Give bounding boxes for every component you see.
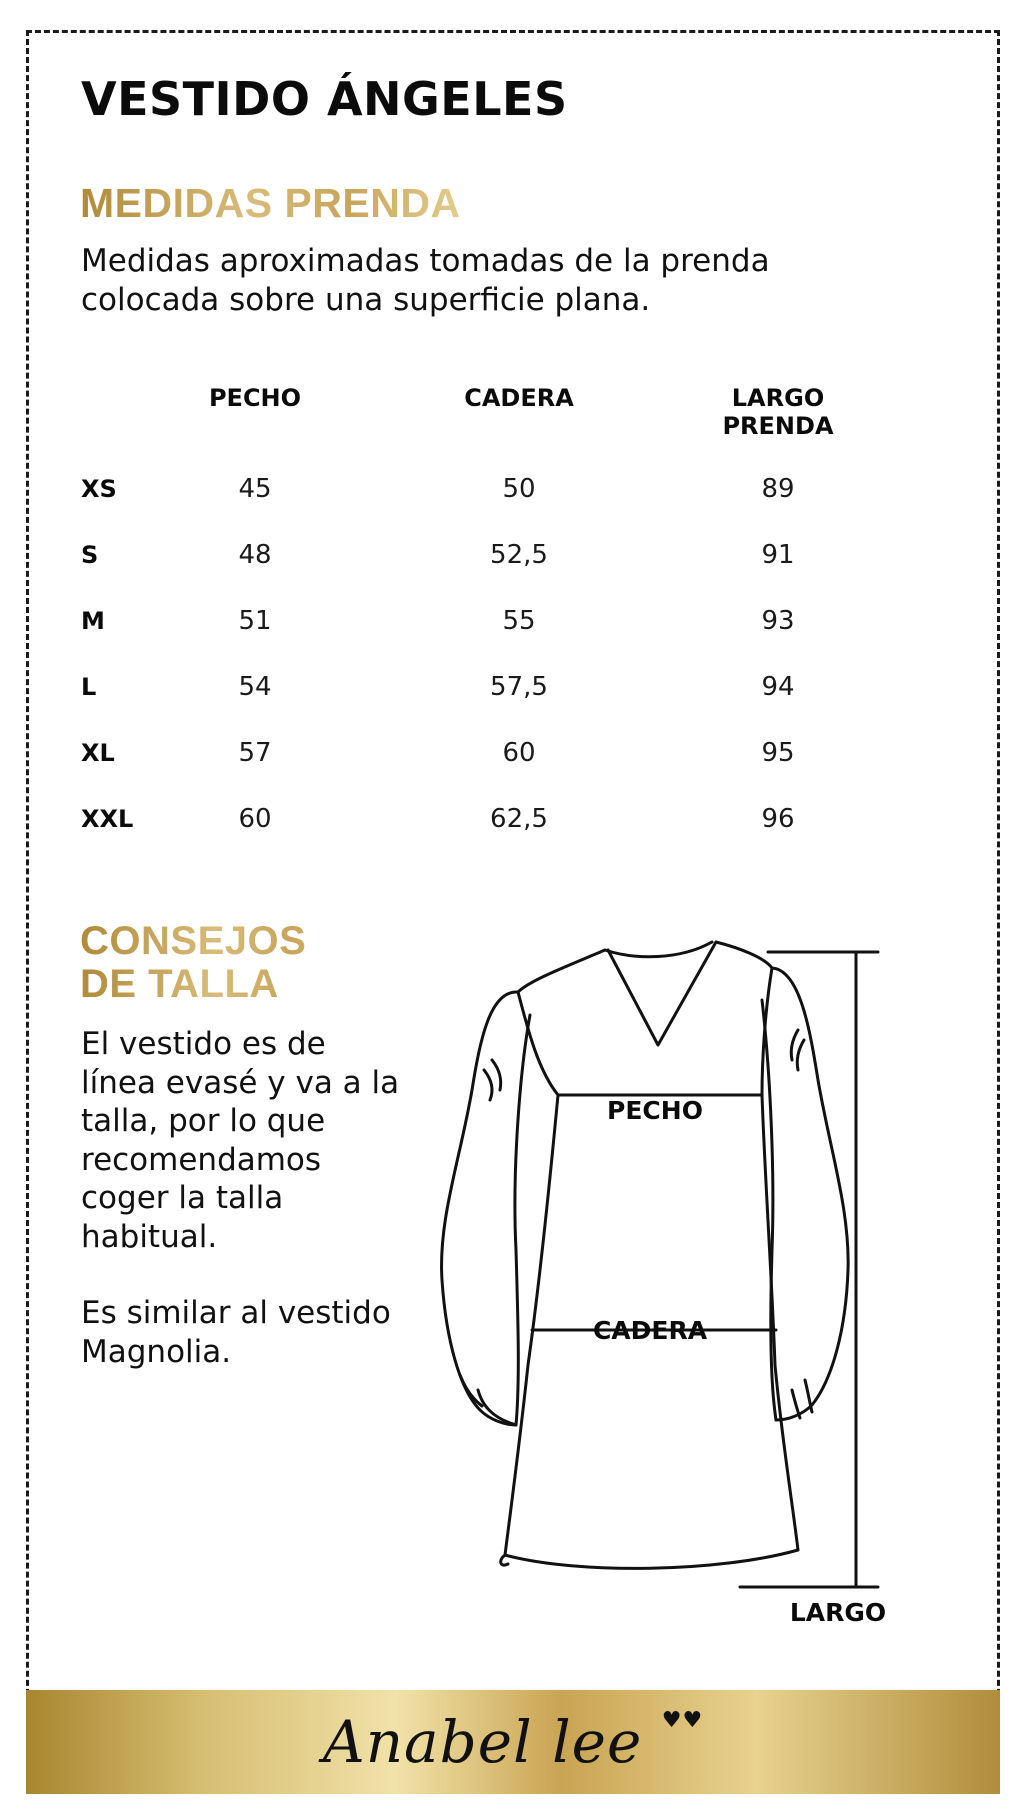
- cadera-label: CADERA: [592, 1316, 708, 1345]
- advice-heading-line-2: DE TALLA: [80, 962, 279, 1006]
- largo-label: LARGO: [789, 1598, 887, 1627]
- brand-logo: [26, 1708, 1000, 1776]
- column-header-largo-prenda: [678, 384, 878, 440]
- hem: [505, 1550, 798, 1568]
- largo-value: 94: [761, 672, 795, 702]
- largo-value: 95: [761, 738, 795, 768]
- intro-line-1: Medidas aproximadas tomadas de la prenda: [81, 243, 770, 279]
- advice-heading-line-1: CONSEJOS: [80, 919, 307, 963]
- pecho-label: PECHO: [607, 1096, 703, 1125]
- measures-heading: MEDIDAS PRENDA: [80, 180, 461, 226]
- column-header-pecho: PECHO: [208, 384, 302, 412]
- cadera-value: 55: [502, 606, 536, 636]
- brand-name: Anabel lee: [322, 1708, 643, 1776]
- size-label: XS: [81, 475, 117, 503]
- pecho-value: 60: [238, 804, 272, 834]
- pecho-value: 51: [238, 606, 272, 636]
- largo-value: 89: [761, 474, 795, 504]
- hearts-icon: ♥♥: [661, 1708, 704, 1733]
- measures-intro: [81, 242, 841, 320]
- pecho-value: 48: [238, 540, 272, 570]
- cadera-value: 50: [502, 474, 536, 504]
- advice-paragraph-1: El vestido es de línea evasé y va a la talla, por lo que recomendamos coger la talla habitual.: [81, 1026, 400, 1255]
- size-label: M: [81, 607, 105, 635]
- column-header-largo: LARGO: [731, 384, 825, 412]
- advice-paragraph-2: Es similar al vestido Magnolia.: [81, 1295, 391, 1370]
- intro-line-2: colocada sobre una superficie plana.: [81, 282, 651, 318]
- advice-text: [81, 1025, 401, 1409]
- advice-heading: [80, 920, 380, 1006]
- right-shoulder: [716, 942, 772, 968]
- page-title: VESTIDO ÁNGELES: [81, 72, 568, 126]
- footer-gold-band: [26, 1690, 1000, 1794]
- largo-value: 96: [761, 804, 795, 834]
- right-cuff: [792, 1390, 800, 1418]
- size-label: XXL: [81, 805, 134, 833]
- cadera-value: 60: [502, 738, 536, 768]
- left-sleeve: [442, 992, 518, 1425]
- cadera-value: 62,5: [490, 804, 548, 834]
- pecho-value: 54: [238, 672, 272, 702]
- left-shoulder: [518, 950, 605, 992]
- bodice-right: [762, 968, 772, 1095]
- size-label: S: [81, 541, 99, 569]
- dress-diagram: [420, 920, 950, 1630]
- size-label: XL: [81, 739, 115, 767]
- largo-value: 91: [761, 540, 795, 570]
- largo-value: 93: [761, 606, 795, 636]
- size-label: L: [81, 673, 97, 701]
- neckline: [605, 942, 712, 957]
- skirt-right: [762, 1095, 798, 1550]
- cadera-value: 57,5: [490, 672, 548, 702]
- pecho-value: 45: [238, 474, 272, 504]
- pecho-value: 57: [238, 738, 272, 768]
- column-header-prenda: PRENDA: [722, 412, 834, 440]
- column-header-cadera: CADERA: [464, 384, 574, 412]
- right-sleeve: [772, 968, 848, 1420]
- cadera-value: 52,5: [490, 540, 548, 570]
